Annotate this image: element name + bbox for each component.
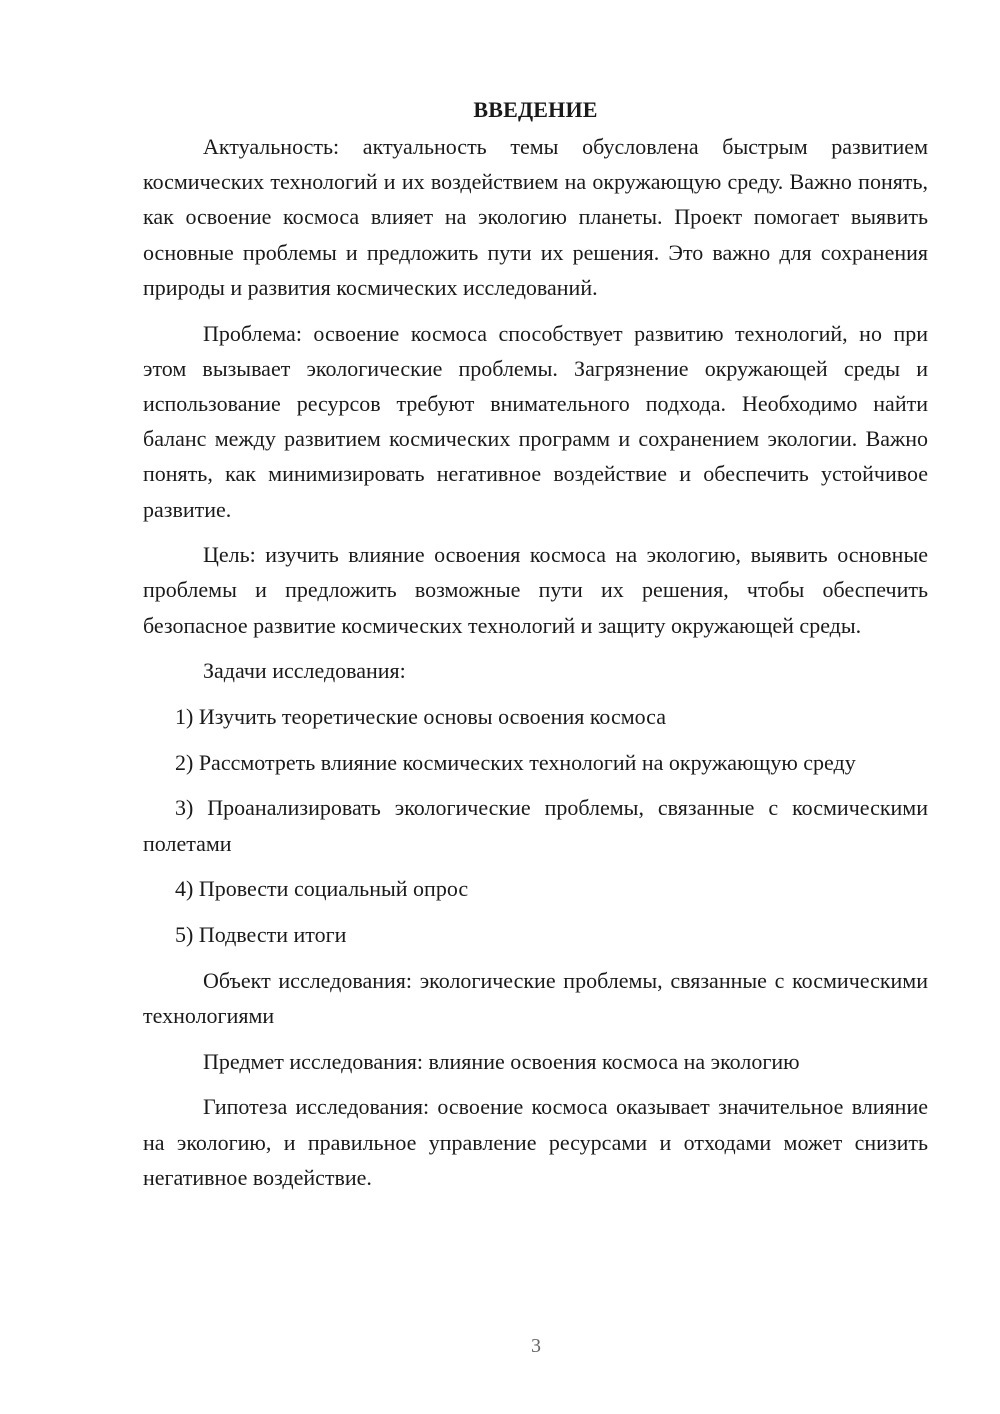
relevance-paragraph: Актуальность: актуальность темы обусловлена быстрым развитием космических технологий и их воздействием на окружающую среду. Важно понять, как освоение космоса влияет на экологию планеты. Проект помогает выявить основные проблемы и предложить пути их решения. Это важно для сохранения природы и развития космических исследований. <box>143 134 928 300</box>
task-item: 2) Рассмотреть влияние космических технологий на окружающую среду <box>175 749 856 775</box>
task-item: 1) Изучить теоретические основы освоения космоса <box>175 704 666 730</box>
tasks-title: Задачи исследования: <box>203 658 406 684</box>
task-item: 4) Провести социальный опрос <box>175 876 469 902</box>
task-item: 5) Подвести итоги <box>175 922 347 948</box>
subject-paragraph: Предмет исследования: влияние освоения космоса на экологию <box>203 1048 800 1074</box>
page-number: 3 <box>531 1335 541 1357</box>
task-item: 3) Проанализировать экологические проблемы, связанные с космическими полетами <box>143 795 928 856</box>
hypothesis-paragraph: Гипотеза исследования: освоение космоса оказывает значительное влияние на экологию, и правильное управление ресурсами и отходами может снизить негативное воздействие. <box>143 1094 928 1190</box>
document-page <box>143 92 928 1205</box>
object-paragraph: Объект исследования: экологические проблемы, связанные с космическими технологиями <box>143 967 928 1028</box>
problem-paragraph: Проблема: освоение космоса способствует развитию технологий, но при этом вызывает экологические проблемы. Загрязнение окружающей среды и использование ресурсов требуют внимательного подхода. Необходимо найти баланс между развитием космических программ и сохранением экологии. Важно понять, как минимизировать негативное воздействие и обеспечить устойчивое развитие. <box>143 320 928 522</box>
goal-paragraph: Цель: изучить влияние освоения космоса на экологию, выявить основные проблемы и предложить возможные пути их решения, чтобы обеспечить безопасное развитие космических технологий и защиту окружающей среды. <box>143 542 928 638</box>
section-heading: ВВЕДЕНИЕ <box>473 97 598 122</box>
